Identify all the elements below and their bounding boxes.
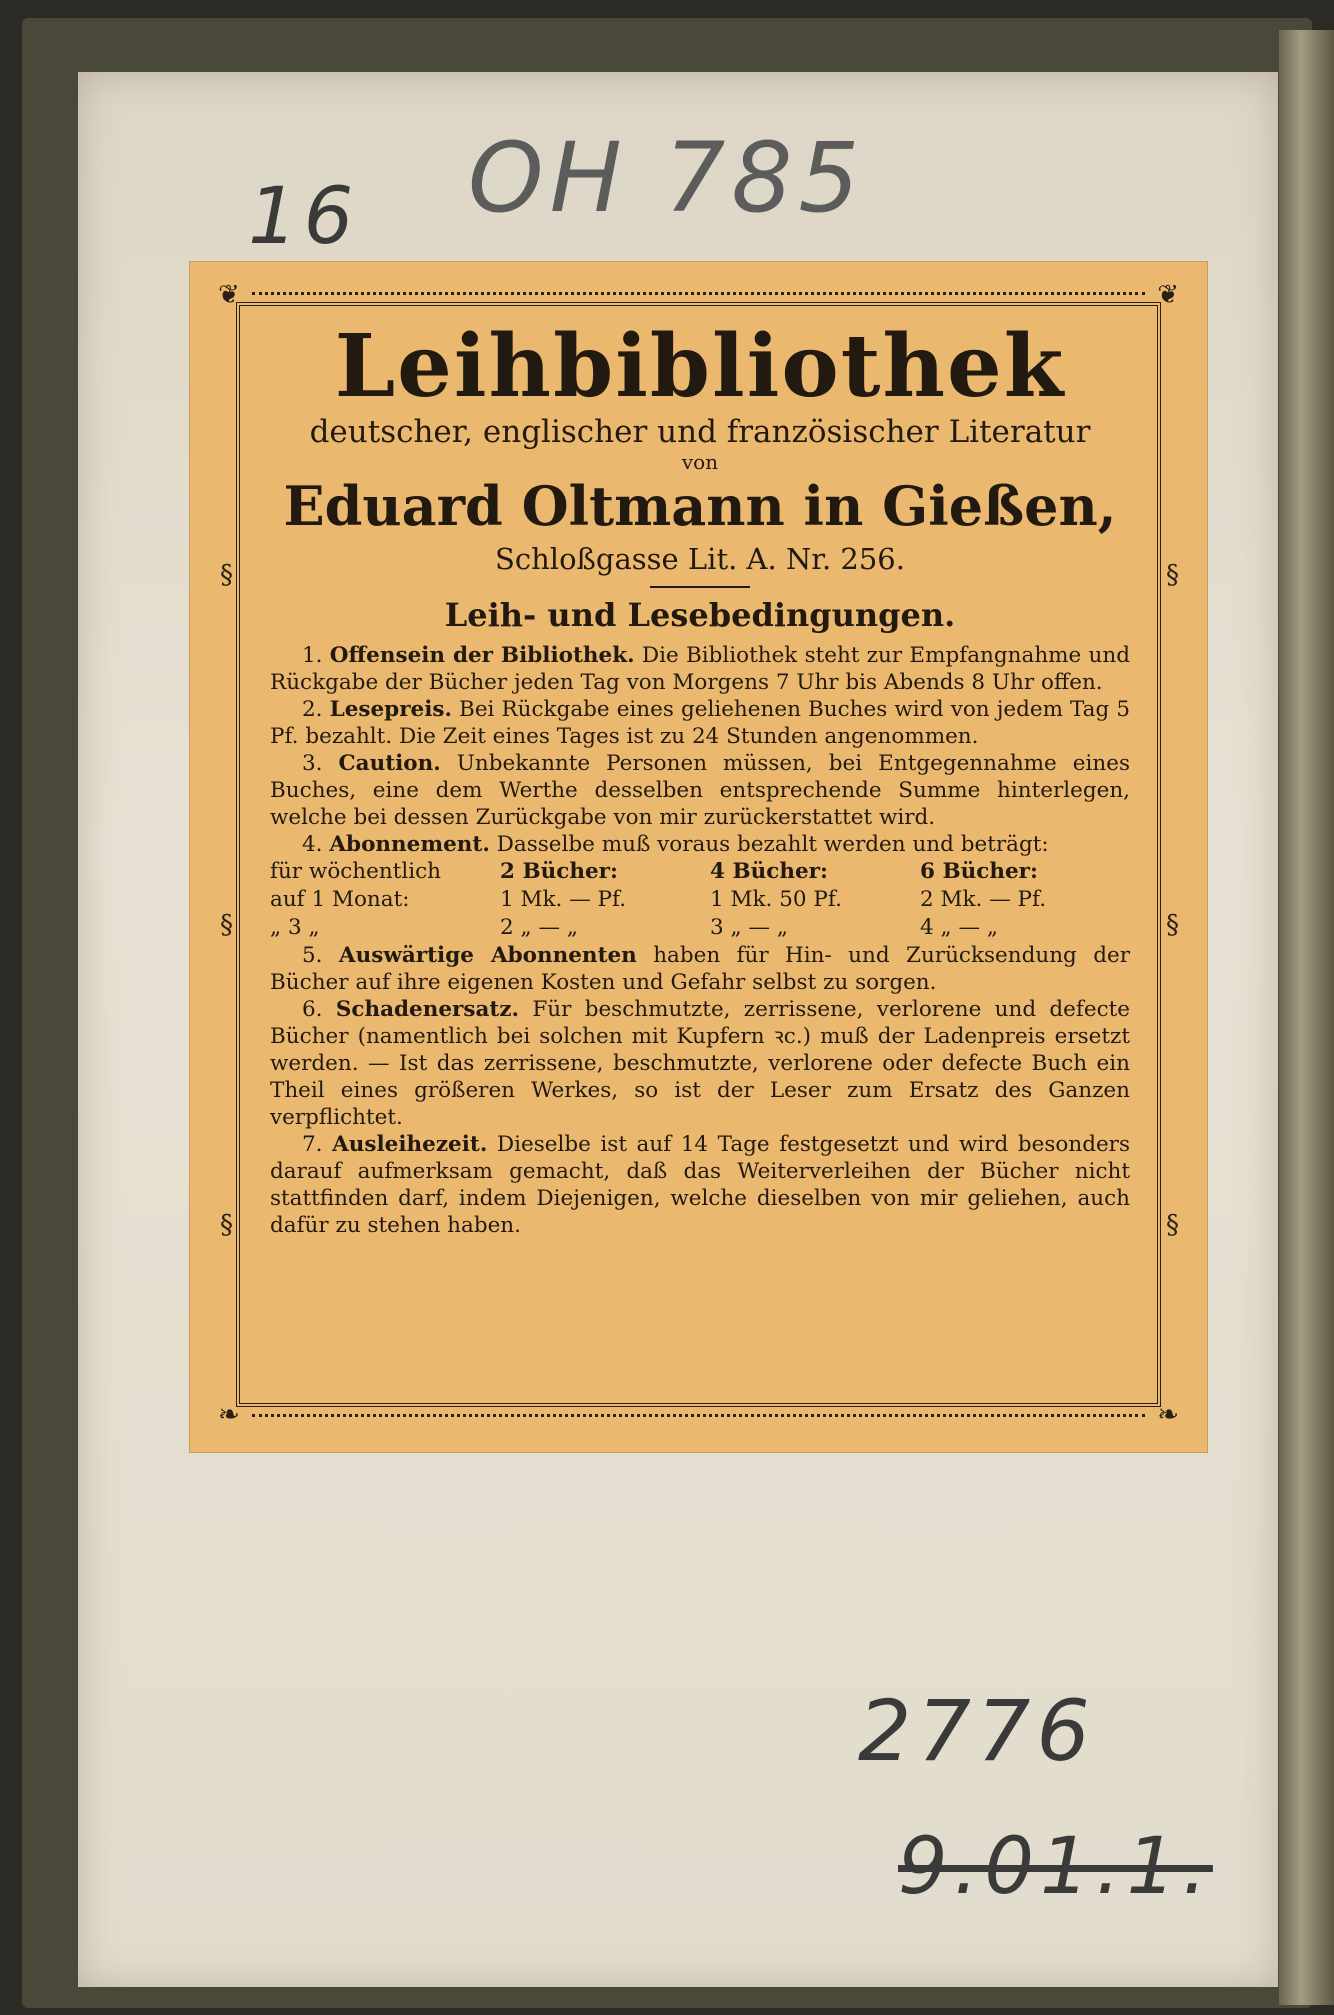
table-row: auf 1 Monat: 1 Mk. — Pf. 1 Mk. 50 Pf. 2 Mk. — Pf. bbox=[270, 887, 1047, 913]
conditions-heading: Leih- und Lesebedingungen. bbox=[444, 596, 956, 635]
label-address: Schloßgasse Lit. A. Nr. 256. bbox=[495, 542, 905, 577]
table-header: für wöchentlich 2 Bücher: 4 Bücher: 6 Bücher: bbox=[270, 859, 1038, 885]
rule-4: 4. Abonnement. Dasselbe muß voraus bezahlt werden und beträgt: bbox=[302, 832, 1049, 858]
corner-ornament-icon: ❦ bbox=[1157, 280, 1179, 310]
subscription-table bbox=[270, 858, 1130, 942]
side-ornament-icon: § bbox=[220, 560, 233, 590]
side-ornament-icon: § bbox=[1166, 560, 1179, 590]
corner-ornament-icon: ❦ bbox=[218, 280, 240, 310]
handwritten-shelfmark: OH 785 bbox=[468, 122, 866, 234]
label-von: von bbox=[681, 450, 719, 475]
table-row: „ 3 „ 2 „ — „ 3 „ — „ 4 „ — „ bbox=[270, 915, 998, 941]
rule-6: 6. Schadenersatz. Für beschmutzte, zerrissene, verlorene und defecte Bücher (namentlich bei solchen mit Kupfern ꝛc.) muß der Ladenpreis ersetzt werden. — Ist das zerrissene, beschmutzte, verlorene oder defecte Buch ein Theil eines größeren Werkes, so ist der Leser zum Ersatz des Ganzen verpflichtet. bbox=[270, 997, 1130, 1131]
label-subtitle: deutscher, englischer und französischer Literatur bbox=[309, 414, 1091, 451]
handwritten-crossed-out: 9.01.1. bbox=[898, 1822, 1213, 1912]
side-ornament-icon: § bbox=[1166, 910, 1179, 940]
rule-1: 1. Offensein der Bibliothek. Die Bibliothek steht zur Empfangnahme und Rückgabe der Bücher jeden Tag von Morgens 7 Uhr bis Abends 8 Uhr offen. bbox=[270, 643, 1130, 696]
library-label bbox=[190, 262, 1207, 1452]
corner-ornament-icon: ❧ bbox=[1157, 1400, 1179, 1430]
rule-7: 7. Ausleihezeit. Dieselbe ist auf 14 Tage festgesetzt und wird besonders darauf aufmerksam gemacht, daß das Weiterverleihen der Bücher nicht stattfinden darf, indem Diejenigen, welche dieselben von mir geliehen, auch dafür zu stehen haben. bbox=[270, 1132, 1130, 1239]
rule-5: 5. Auswärtige Abonnenten haben für Hin- und Zurücksendung der Bücher auf ihre eigenen Kosten und Gefahr selbst zu sorgen. bbox=[270, 943, 1130, 996]
label-content bbox=[270, 316, 1130, 1239]
rule-2: 2. Lesepreis. Bei Rückgabe eines geliehenen Buches wird von jedem Tag 5 Pf. bezahlt. Die Zeit eines Tages ist zu 24 Stunden angenommen. bbox=[270, 697, 1130, 750]
label-title: Leihbibliothek bbox=[334, 316, 1066, 417]
side-ornament-icon: § bbox=[220, 1210, 233, 1240]
side-ornament-icon: § bbox=[1166, 1210, 1179, 1240]
rule-3: 3. Caution. Unbekannte Personen müssen, bei Entgegennahme eines Buches, eine dem Werthe desselben entsprechende Summe hinterlegen, welche bei dessen Zurückgabe von mir zurückerstattet wird. bbox=[270, 751, 1130, 831]
corner-ornament-icon: ❧ bbox=[218, 1400, 240, 1430]
handwritten-prefix: 16 bbox=[248, 172, 360, 262]
handwritten-number: 2776 bbox=[858, 1682, 1096, 1780]
label-owner: Eduard Oltmann in Gießen, bbox=[283, 474, 1117, 539]
book-spine bbox=[1279, 30, 1334, 2005]
divider bbox=[650, 586, 750, 588]
side-ornament-icon: § bbox=[220, 910, 233, 940]
